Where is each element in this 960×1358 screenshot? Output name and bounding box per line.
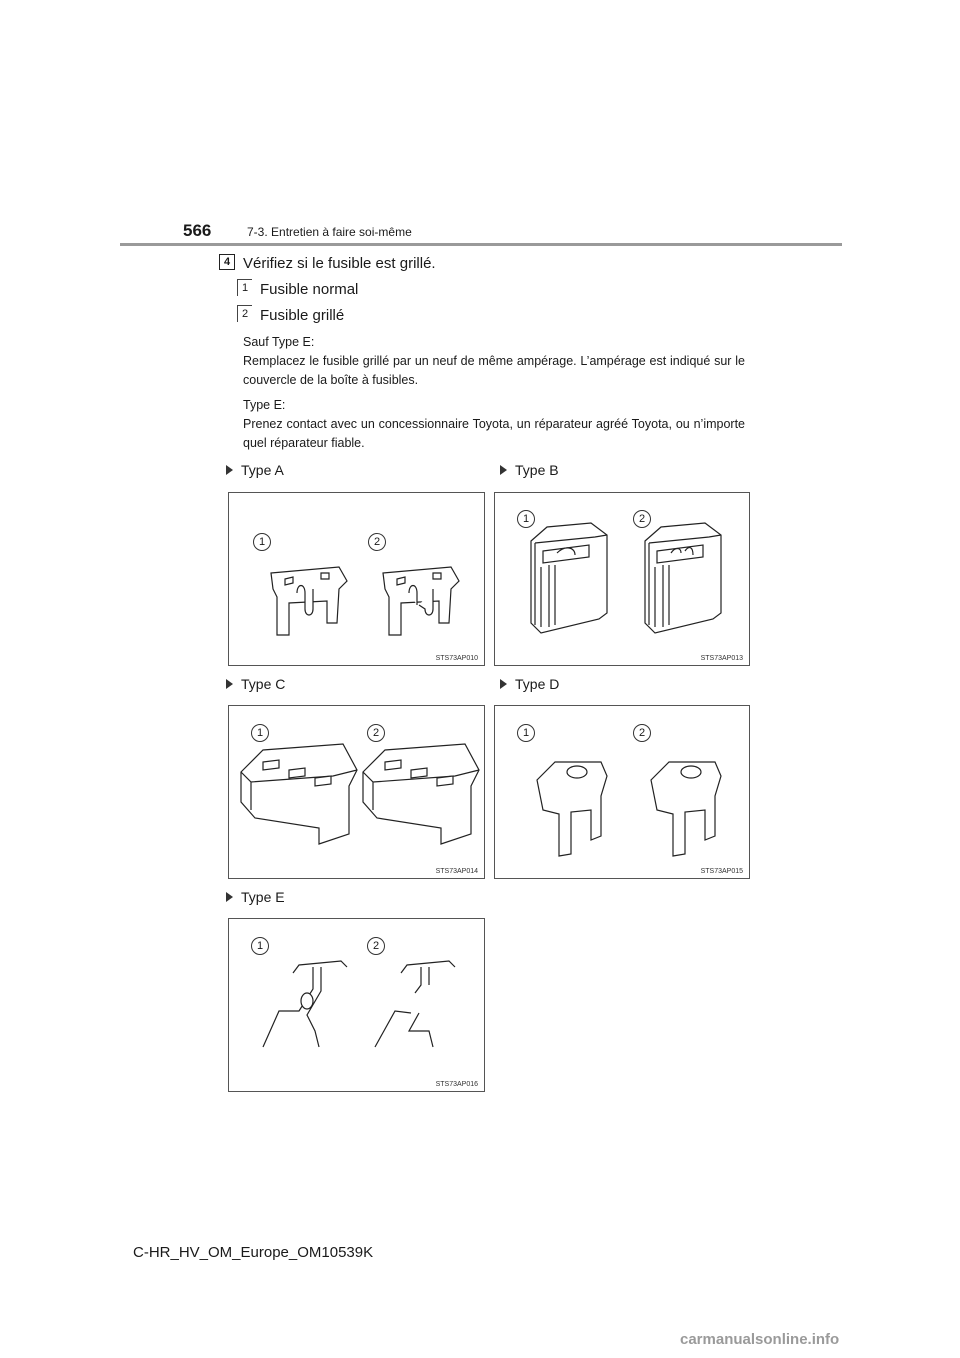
document-id: C-HR_HV_OM_Europe_OM10539K (133, 1244, 374, 1261)
callout-1: 1 (517, 510, 535, 528)
triangle-bullet-icon (500, 679, 507, 689)
note-text: Prenez contact avec un concessionnaire Toyota, un réparateur agréé Toyota, ou n’importe quel réparateur fiable. (243, 417, 745, 450)
figure-code: STS73AP010 (435, 655, 478, 662)
item-label-blown-fuse: Fusible grillé (260, 307, 345, 324)
callout-2: 2 (633, 510, 651, 528)
note-type-e (243, 396, 745, 453)
callout-1: 1 (251, 937, 269, 955)
triangle-bullet-icon (226, 679, 233, 689)
watermark: carmanualsonline.info (680, 1331, 840, 1348)
blade-fuse-illustration (229, 493, 486, 667)
figure-type-c (228, 705, 485, 879)
item-label-normal-fuse: Fusible normal (260, 281, 359, 298)
callout-1: 1 (517, 724, 535, 742)
section-title: 7-3. Entretien à faire soi-même (247, 225, 412, 239)
figure-code: STS73AP014 (435, 868, 478, 875)
type-d-label: Type D (500, 676, 559, 692)
step-number-box: 4 (219, 254, 235, 270)
note-heading: Type E: (243, 398, 286, 412)
figure-type-b (494, 492, 750, 666)
note-except-type-e (243, 333, 745, 390)
callout-1: 1 (251, 724, 269, 742)
triangle-bullet-icon (226, 465, 233, 475)
callout-2: 2 (367, 937, 385, 955)
note-heading: Sauf Type E: (243, 335, 315, 349)
triangle-bullet-icon (500, 465, 507, 475)
step-text: Vérifiez si le fusible est grillé. (243, 255, 436, 272)
type-a-label: Type A (226, 462, 284, 478)
item-number-1: 1 (237, 279, 252, 296)
type-e-label: Type E (226, 889, 285, 905)
page-number: 566 (183, 221, 212, 240)
figure-code: STS73AP013 (700, 655, 743, 662)
figure-code: STS73AP015 (700, 868, 743, 875)
triangle-bullet-icon (226, 892, 233, 902)
callout-2: 2 (368, 533, 386, 551)
header-rule (120, 243, 842, 246)
item-number-2: 2 (237, 305, 252, 322)
callout-1: 1 (253, 533, 271, 551)
type-c-label: Type C (226, 676, 285, 692)
figure-code: STS73AP016 (435, 1081, 478, 1088)
note-text: Remplacez le fusible grillé par un neuf de même ampérage. L’ampérage est indiqué sur le couvercle de la boîte à fusibles. (243, 354, 745, 387)
callout-2: 2 (633, 724, 651, 742)
type-b-label: Type B (500, 462, 559, 478)
figure-type-e (228, 918, 485, 1092)
figure-type-a (228, 492, 485, 666)
callout-2: 2 (367, 724, 385, 742)
figure-type-d (494, 705, 750, 879)
